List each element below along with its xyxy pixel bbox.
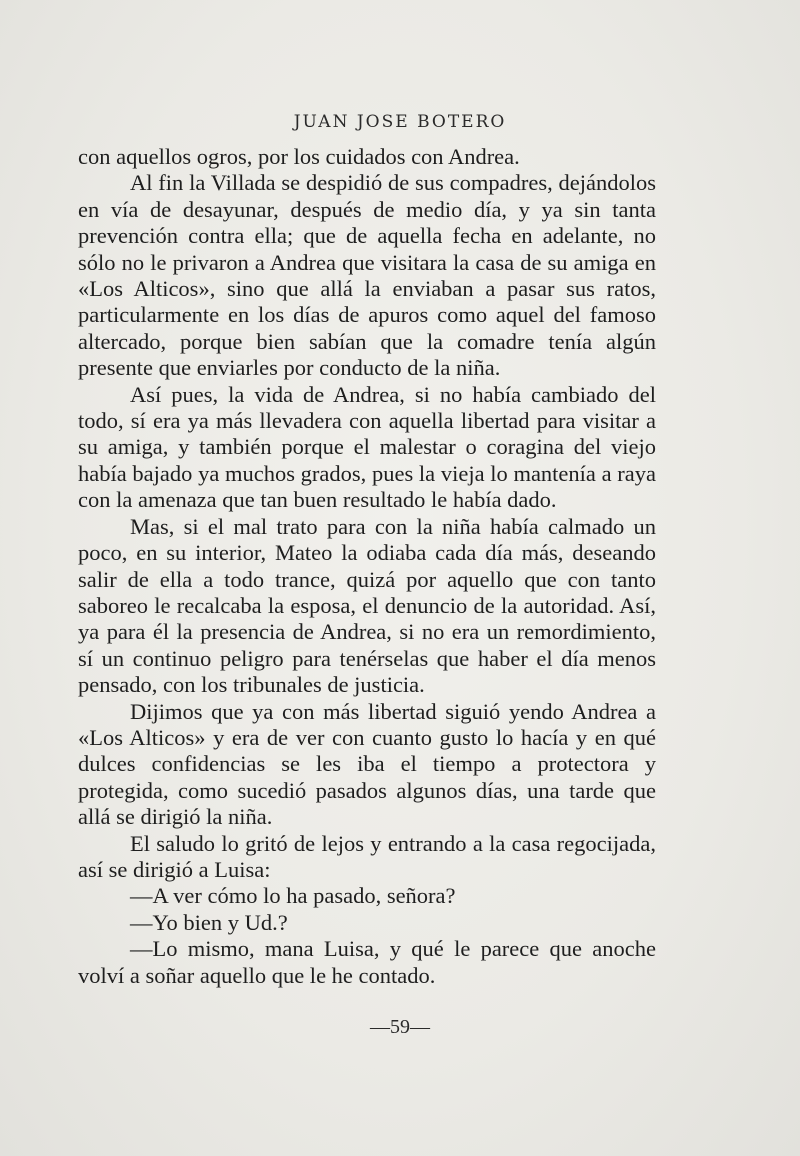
paragraph: Así pues, la vida de Andrea, si no había cambiado del todo, sí era ya más llevadera con aquella libertad para visitar a su amiga, y también porque el malestar o coragina del viejo había bajado ya muchos grados, pues la vieja lo mantenía a raya con la amenaza que tan buen resultado le había dado. — [78, 381, 656, 513]
paragraph: Mas, si el mal trato para con la niña había calmado un poco, en su interior, Mateo la odiaba cada día más, deseando salir de ella a todo trance, quizá por aquello que con tanto saboreo le recalcaba la esposa, el denuncio de la autoridad. Así, ya para él la presencia de Andrea, si no era un remordimiento, sí un continuo peligro para tenérselas que haber el día menos pensado, con los tribunales de justicia. — [78, 513, 656, 698]
page-number: —59— — [370, 1016, 430, 1038]
dialogue-line: —Lo mismo, mana Luisa, y qué le parece que anoche volví a soñar aquello que le he contado. — [78, 936, 656, 988]
dialogue-line: —Yo bien y Ud.? — [130, 909, 288, 935]
paragraph: Dijimos que ya con más libertad siguió yendo Andrea a «Los Alticos» y era de ver con cuanto gusto lo hacía y en qué dulces confidencias se les iba el tiempo a protectora y protegida, como sucedió pasados algunos días, una tarde que allá se dirigió la niña. — [78, 698, 656, 830]
paragraph-continuation: con aquellos ogros, por los cuidados con Andrea. — [78, 144, 520, 169]
dialogue-line: —A ver cómo lo ha pasado, señora? — [130, 883, 456, 909]
running-header: JUAN JOSE BOTERO — [293, 112, 507, 132]
paragraph: El saludo lo gritó de lejos y entrando a la casa regocijada, así se dirigió a Luisa: — [78, 830, 656, 882]
paragraph: Al fin la Villada se despidió de sus compadres, dejándolos en vía de desayunar, después de medio día, y ya sin tanta prevención contra ella; que de aquella fecha en adelante, no sólo no le privaron a Andrea que visitara la casa de su amiga en «Los Alticos», sino que allá la enviaban a pasar sus ratos, particularmente en los días de apuros como aquel del famoso altercado, porque bien sabían que la comadre tenía algún presente que enviarles por conducto de la niña. — [78, 170, 656, 381]
page-body — [78, 144, 656, 989]
